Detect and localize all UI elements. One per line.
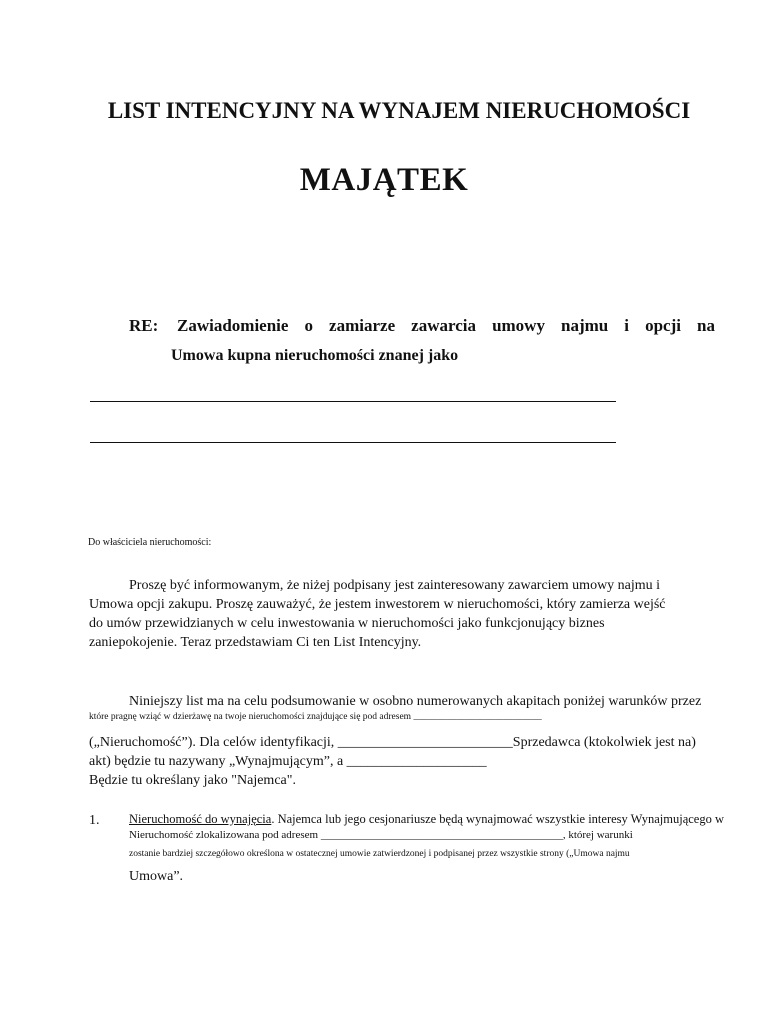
re-word: i bbox=[624, 316, 630, 335]
property-name-blank-line-1 bbox=[90, 401, 616, 402]
para2-line-5: Będzie tu określany jako "Najemca". bbox=[89, 773, 296, 788]
para1-line-1: Proszę być informowanym, że niżej podpisany jest zainteresowany zawarciem umowy najmu i bbox=[129, 578, 661, 593]
para2-line-2: które pragnę wziąć w dzierżawę na twoje nieruchomości znajdujące się pod adresem ___________________________ bbox=[89, 712, 542, 722]
re-word: opcji bbox=[645, 316, 681, 335]
property-name-blank-line-2 bbox=[90, 442, 616, 443]
section-1-heading: Nieruchomość do wynajęcia bbox=[129, 812, 272, 826]
section-1-line-3: zostanie bardziej szczegółowo określona w ostatecznej umowie zatwierdzonej i podpisanej przez wszystkie strony („Umowa najmu bbox=[129, 849, 630, 859]
re-label: RE: bbox=[129, 316, 159, 335]
re-word: najmu bbox=[561, 316, 609, 335]
re-word: Zawiadomienie bbox=[177, 316, 289, 335]
para1-line-3: do umów przewidzianych w celu inwestowania w nieruchomości jako funkcjonujący biznes bbox=[89, 616, 605, 631]
section-1-line-4: Umowa”. bbox=[129, 869, 184, 884]
document-title: LIST INTENCYJNY NA WYNAJEM NIERUCHOMOŚCI bbox=[107, 98, 691, 123]
re-word: na bbox=[697, 316, 715, 335]
section-1-line-2: Nieruchomość zlokalizowana pod adresem ____________________________________________, której warunki bbox=[129, 829, 633, 841]
section-1-line-1 bbox=[129, 811, 724, 827]
document-subtitle: MAJĄTEK bbox=[299, 162, 469, 198]
para1-line-4: zaniepokojenie. Teraz przedstawiam Ci ten List Intencyjny. bbox=[89, 635, 422, 650]
re-word: zawarcia bbox=[411, 316, 477, 335]
re-line-1 bbox=[177, 316, 715, 336]
para2-line-1: Niniejszy list ma na celu podsumowanie w osobno numerowanych akapitach poniżej warunków przez bbox=[129, 694, 702, 709]
owner-salutation: Do właściciela nieruchomości: bbox=[88, 537, 212, 548]
re-word: o bbox=[304, 316, 313, 335]
para2-line-3: („Nieruchomość”). Dla celów identyfikacji, _________________________Sprzedawca (ktokolwiek jest na) bbox=[89, 735, 696, 750]
re-word: zamiarze bbox=[329, 316, 396, 335]
para2-line-4: akt) będzie tu nazywany „Wynajmującym”, a ____________________ bbox=[89, 754, 487, 769]
re-word: umowy bbox=[492, 316, 545, 335]
para1-line-2: Umowa opcji zakupu. Proszę zauważyć, że jestem inwestorem w nieruchomości, który zamierza wejść bbox=[89, 597, 666, 612]
section-1-line-1-rest: . Najemca lub jego cesjonariusze będą wynajmować wszystkie interesy Wynajmującego w bbox=[271, 812, 724, 826]
re-line-2: Umowa kupna nieruchomości znanej jako bbox=[171, 347, 459, 364]
section-1-number: 1. bbox=[89, 813, 100, 828]
